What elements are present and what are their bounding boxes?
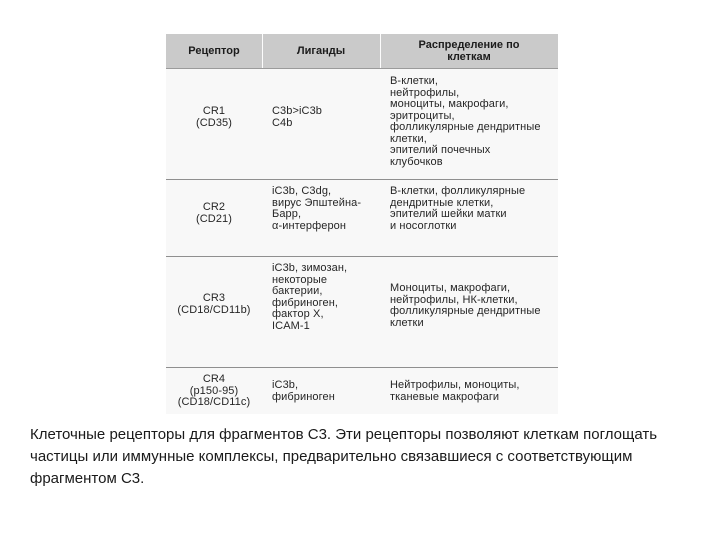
distribution-cell: Моноциты, макрофаги, нейтрофилы, НК-клетки, фолликулярные дендритные клетки xyxy=(390,282,541,329)
distribution-cell: B-клетки, нейтрофилы, моноциты, макрофаги, эритроциты, фолликулярные дендритные клетки, эпителий почечных клубочков xyxy=(390,75,541,168)
header-ligands: Лиганды xyxy=(296,45,346,57)
distribution-cell: B-клетки, фолликулярные дендритные клетки, эпителий шейки матки и носоглотки xyxy=(390,185,526,232)
distribution-cell: Нейтрофилы, моноциты, тканевые макрофаги xyxy=(390,379,520,403)
ligands-cell: iC3b, зимозан, некоторые бактерии, фибриноген, фактор X, ICAM-1 xyxy=(272,262,348,332)
ligands-cell: C3b>iC3b C4b xyxy=(272,105,323,129)
receptor-cell: CR3 (CD18/CD11b) xyxy=(177,292,251,316)
header-receptor: Рецептор xyxy=(188,45,240,57)
receptor-cell: CR1 (CD35) xyxy=(195,105,233,129)
ligands-cell: iC3b, фибриноген xyxy=(272,379,335,403)
table-row xyxy=(166,368,558,414)
ligands-cell: iC3b, C3dg, вирус Эпштейна- Барр, α-интерферон xyxy=(272,185,362,232)
table-header xyxy=(166,34,558,69)
receptor-cell: CR2 (CD21) xyxy=(195,201,233,225)
table-row xyxy=(166,257,558,367)
receptor-cell: CR4 (p150-95) (CD18/CD11c) xyxy=(177,373,251,408)
table-row xyxy=(166,180,558,252)
receptor-table-image xyxy=(166,34,558,414)
header-distribution: Распределение по клеткам xyxy=(418,39,520,63)
figure-caption: Клеточные рецепторы для фрагментов С3. Эти рецепторы позволяют клеткам поглощать частицы или иммунные комплексы, предварительно связавшиеся с соответствующим фрагментом С3. xyxy=(30,426,658,487)
